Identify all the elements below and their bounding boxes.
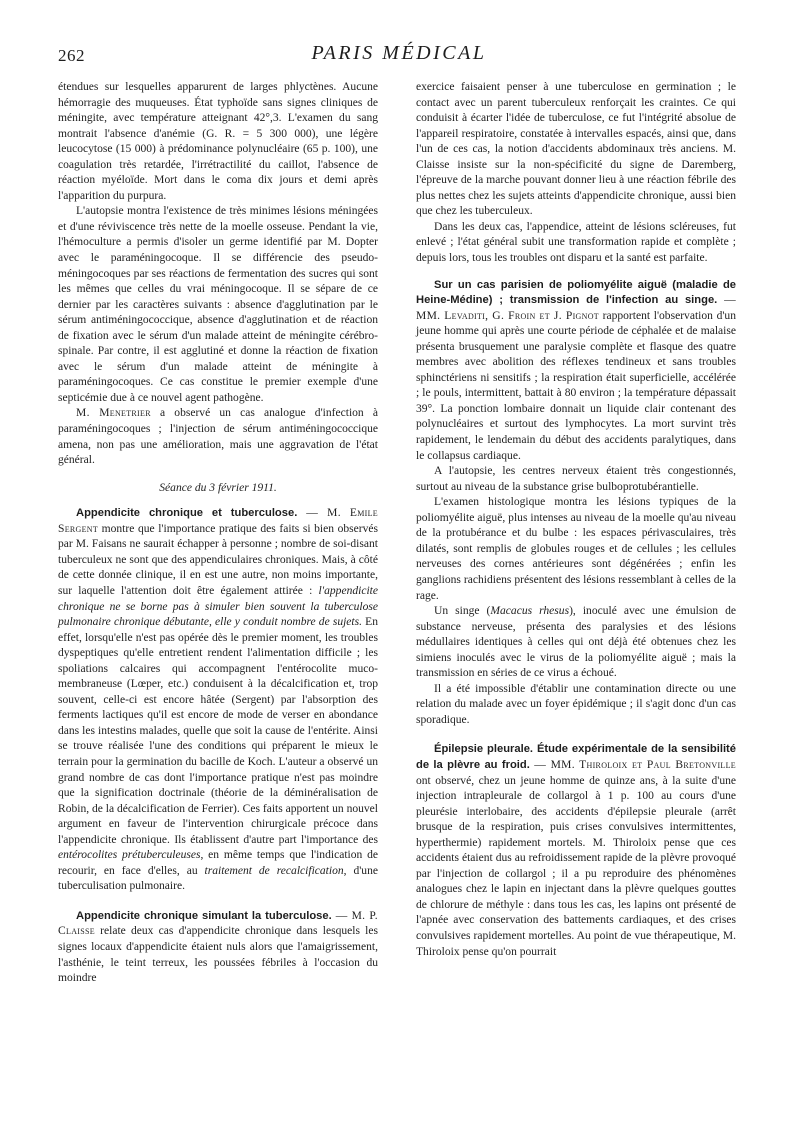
paragraph-text: Un singe ( [434, 605, 491, 618]
italic-text: traitement de recalcification [204, 864, 344, 877]
section-author: — MM. Thiroloix et Paul Bretonville [529, 758, 736, 771]
paragraph-text: ), inoculé avec une émulsion de substance nerveuse, présenta des paralysies et des lésions médullaires identiques à celles qui ont déjà été obtenues chez les simiens inoculés avec le virus de la poliomyélite aiguë ; mais la transmission en séries de ce virus a échoué. [416, 605, 737, 680]
paragraph-text: a observé un cas analogue d'infection à paraméningocoques ; l'injection de sérum antiméningococcique amena, non pas une amélioration, mais une aggravation de l'état général. [58, 407, 378, 467]
paragraph-text: montre que l'importance pratique des faits si bien observés par M. Faisans ne saurait échapper à personne ; nombre de soi-disant tuberculeux ne sont que des appendiculaires chroniques. Mais, à côté de cette donnée clinique, il en est une autre, non moins importante, sur laquelle l'attention doit être également attirée : [58, 522, 378, 597]
italic-text: l'appendicite chronique ne se borne pas à simuler bien souvent la tuberculose pulmonaire chronique débutante, elle y conduit nombre de sujets. [58, 584, 378, 629]
paragraph-text: ont observé, chez un jeune homme de quinze ans, à la suite d'une injection intrapleurale de collargol à 1 p. 100 au cours d'une pleurésie interlobaire, des accidents d'épilepsie pleurale (arrêt brusque de la respiration, puis crises convulsives intermittentes, hyperthermie) rapidement mortels. M. Thiroloix pense que ces accidents étaient dus au refroidissement rapide de la plèvre provoqué par l'injection de collargol ; il a pu reproduire des phénomènes analogues chez le lapin en injectant dans la plèvre quelques gouttes de chlorure de méthyle : dans tous les cas, les lapins ont présenté de l'apnée avec conservation des battements cardiaques, et des crises convulsives rapidement mortelles. Au point de vue thérapeutique, M. Thiroloix pense qu'on pourrait [416, 774, 736, 958]
paragraph-text: relate deux cas d'appendicite chronique dans lesquels les signes locaux d'appendicite étaient nuls alors que l'amaigrissement, l'asthénie, le teint terreux, les poussées fébriles à l'occasion du moindre [58, 925, 378, 985]
section-author: — M. Emile Sergent [58, 507, 378, 535]
left-column [58, 80, 378, 987]
section-title: Appendicite chronique et tuberculose. [76, 507, 298, 520]
paragraph: A l'autopsie, les centres nerveux étaient très congestionnés, surtout au niveau de la substance grise bulboprotubérantielle. [416, 465, 736, 493]
journal-title: PARIS MÉDICAL [311, 42, 487, 64]
paragraph-text: rapportent l'observation d'un jeune homme qui après une courte période de céphalée et de malaise présenta brusquement une paralysie complète et flasque des quatre membres avec abolition des réflexes tendineux et sans troubles sphinctériens ni sensitifs ; la respiration était superficielle, accélérée ; le pouls, intermittent, battait à 80 environ ; la température dépassait 39°. La ponction lombaire donnait un liquide clair contenant des polynucléaires et surtout des lymphocytes. La mort survint très rapidement, le lendemain du début des accidents paralytiques, dans le collapsus cardiaque. [416, 309, 736, 462]
paragraph: L'autopsie montra l'existence de très minimes lésions méningées et d'une réviviscence très nette de la moelle osseuse. Pendant la vie, l'hémoculture a permis d'isoler un germe identifié par M. Dopter avec le paraméningocoque. Il se différencie des pseudo-méningocoques par ses réactions de fermentation des sucres qui sont les mêmes que celles du vrai méningocoque. Il se sépare de ce dernier par les caractères suivants : absence d'agglutination par le sérum antiméningococcique, absence d'agglutination et de réaction de fixation avec le sérum d'un malade atteint de méningite cérébro-spinale. Par contre, il est agglutiné et donne la réaction de fixation avec le sérum d'un malade atteint de méningite à paraméningocoques. Ce cas constitue le premier exemple d'une septicémie due à ce nouvel agent pathogène. [58, 205, 378, 404]
right-column [416, 80, 736, 960]
paragraph: L'examen histologique montra les lésions typiques de la poliomyélite aiguë, plus intenses au niveau de la moelle qu'au niveau de la protubérance et du bulbe : les espaces périvasculaires, très dilatés, sont remplis de globules rouges et de cellules ; les cellules nerveuses des cornes antérieures sont dégénérées ; enfin les ganglions rachidiens présentent des lésions ressemblant à celles de la rage. [416, 496, 736, 602]
paragraph: Dans les deux cas, l'appendice, atteint de lésions scléreuses, fut enlevé ; l'état général subit une transformation rapide et complète ; depuis lors, tous les troubles ont disparu et la santé est parfaite. [416, 220, 736, 265]
page-number: 262 [58, 46, 85, 65]
section-author: — M. P. Claisse [58, 909, 378, 938]
italic-text: Macacus rhesus [490, 605, 570, 618]
paragraph: étendues sur lesquelles apparurent de larges phlyctènes. Aucune hémorragie des muqueuses. État typhoïde sans signes cliniques de méningite, avec température atteignant 42°,3. L'examen du sang montrait l'absence d'anémie (G. R. = 5 300 000), une légère leucocytose (15 000) à prédominance polynucléaire (65 p. 100), une coagulation très retardée, l'irrétractilité du caillot, l'absence de réaction myéloïde. Mort dans le coma dix jours et demi après l'apparition du purpura. [58, 81, 378, 202]
paragraph: Il a été impossible d'établir une contamination directe ou une relation du malade avec un foyer épidémique ; il s'agit donc d'un cas sporadique. [416, 682, 736, 726]
paragraph [416, 604, 736, 682]
page-header [58, 42, 740, 74]
section-title: Épilepsie pleurale. Étude expérimentale de la sensibilité de la plèvre au froid. [416, 743, 736, 771]
section-author: — MM. Levaditi, G. Froin et J. Pignot [416, 294, 736, 322]
section-epilepsie-pleurale [416, 742, 736, 960]
section-title: Appendicite chronique simulant la tuberculose. [76, 909, 332, 922]
session-heading: Séance du 3 février 1911. [159, 481, 277, 494]
author-name: M. Menetrier [76, 407, 151, 420]
paragraph-text: , en même temps que l'indication de recourir, en face d'elles, au [58, 849, 378, 877]
section-poliomyelite [416, 278, 736, 465]
paragraph: exercice faisaient penser à une tuberculose en germination ; le contact avec un parent tuberculeux renforçait les craintes. Ce qui conduisit à écarter l'idée de tuberculose, ce fut l'intégrité absolue de l'appareil respiratoire, constatée à intervalles espacés, ainsi que, dans l'un de ces cas, la notion d'accidents abdominaux très anciens. M. Claisse insiste sur la non-spécificité du signe de Daremberg, l'épreuve de la marche pouvant donner lieu à une réaction fébrile des plus nettes chez les sujets atteints d'appendicite chronique, aussi bien que chez les tuberculeux. [416, 81, 736, 218]
section-appendicite-simulant [58, 909, 378, 987]
section-appendicite-tuberculose [58, 506, 378, 895]
italic-text: entérocolites prétuberculeuses [58, 849, 201, 862]
paragraph [58, 406, 378, 468]
paragraph-text: , d'une tuberculisation pulmonaire. [58, 864, 378, 893]
paragraph-text: En effet, lorsqu'elle n'est pas opérée dès le premier moment, les troubles dyspeptiques qu'elle entretient rendent l'alimentation difficile ; les spoliations calcaires qui accompagnent l'entérocolite muco-membraneuse (Lœper, etc.) conduisent à la décalcification et, trop souvent, celle-ci est encore hâtée (Sergent) par l'absorption des ferments lactiques qu'il est encore de mode de verser en abondance dans les intestins malades, quelle que soit la cause de l'entérite. Ainsi se trouve réalisée l'une des conditions qui préparent le mieux le terrain pour la germination du bacille de Koch. L'auteur a observé un grand nombre de cas dont l'importance pratique n'est pas moindre que la signification doctrinale (théorie de la déminéralisation de Robin, de la décalcification de Ferrier). Ces faits apportent un nouvel argument en faveur de l'intervention chirurgicale précoce dans l'appendicite chronique. Ils établissent d'autre part l'importance des [58, 616, 378, 846]
section-title: Sur un cas parisien de poliomyélite aiguë (maladie de Heine-Médine) ; transmission de l'infection au singe. [416, 278, 736, 307]
